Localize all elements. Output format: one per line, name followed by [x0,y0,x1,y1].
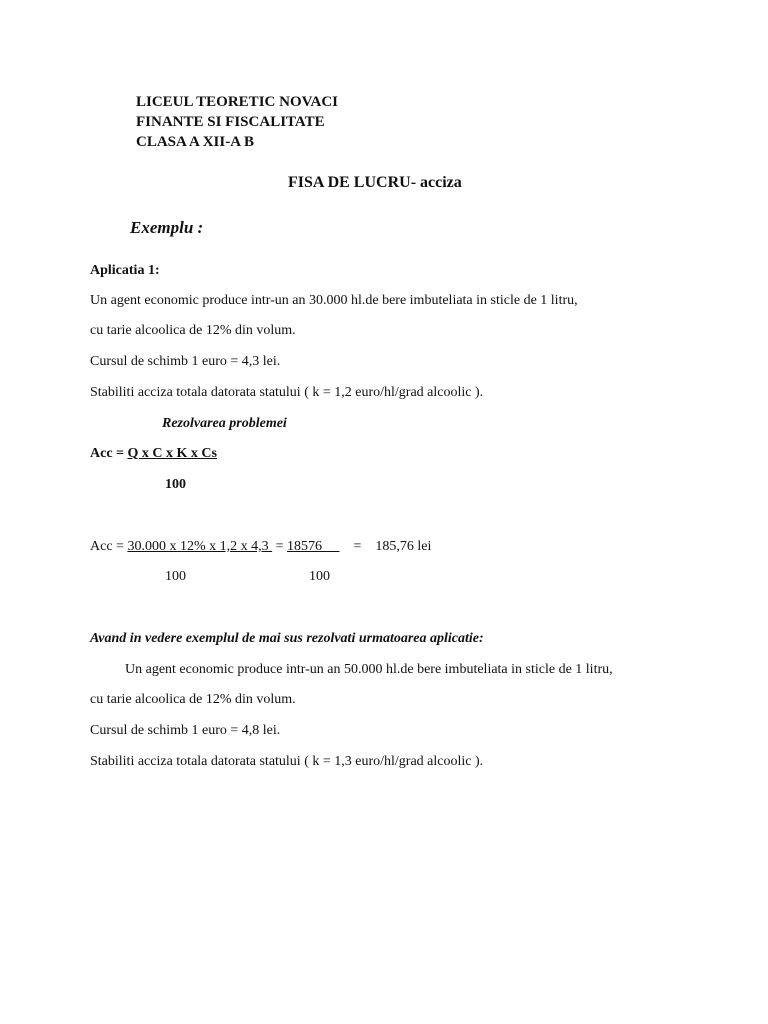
title-main: FISA DE LUCRU [288,174,411,191]
app1-label: Aplicatia 1: [90,263,160,278]
solution-heading: Rezolvarea problemei [162,416,287,431]
calc-prefix: Acc = [90,539,128,554]
task-instruction: Avand in vedere exemplul de mai sus rezolvati urmatoarea aplicatie: [90,631,484,646]
title-sub: - acciza [410,174,462,191]
task-line1: Un agent economic produce intr-un an 50.000 hl.de bere imbuteliata in sticle de 1 litru, [125,662,613,677]
formula-denominator: 100 [165,477,186,492]
task-line4: Stabiliti acciza totala datorata statului ( k = 1,3 euro/hl/grad alcoolic ). [90,754,484,769]
task-line2: cu tarie alcoolica de 12% din volum. [90,692,296,707]
example-heading: Exemplu : [130,218,204,237]
class-name: CLASA A XII-A B [136,134,254,150]
calc-numerator: 30.000 x 12% x 1,2 x 4,3 [127,539,273,554]
school-name: LICEUL TEORETIC NOVACI [136,94,339,110]
calc-denominator-2: 100 [309,569,330,584]
app1-line3: Cursul de schimb 1 euro = 4,3 lei. [90,354,281,369]
formula-numerator: Q x C x K x Cs [127,446,217,461]
calculation [90,539,431,555]
calc-eq: = [272,539,288,554]
app1-line1: Un agent economic produce intr-un an 30.000 hl.de bere imbuteliata in sticle de 1 litru, [90,293,578,308]
formula-prefix: Acc = [90,446,128,461]
calc-denominator-1: 100 [165,569,186,584]
calc-result: = 185,76 lei [353,539,432,554]
task-line3: Cursul de schimb 1 euro = 4,8 lei. [90,723,281,738]
app1-line2: cu tarie alcoolica de 12% din volum. [90,323,296,338]
formula [90,446,217,462]
subject-name: FINANTE SI FISCALITATE [136,114,325,130]
app1-line4: Stabiliti acciza totala datorata statului ( k = 1,2 euro/hl/grad alcoolic ). [90,385,484,400]
worksheet-title [288,174,462,192]
calc-intermediate: 18576 [287,539,340,554]
